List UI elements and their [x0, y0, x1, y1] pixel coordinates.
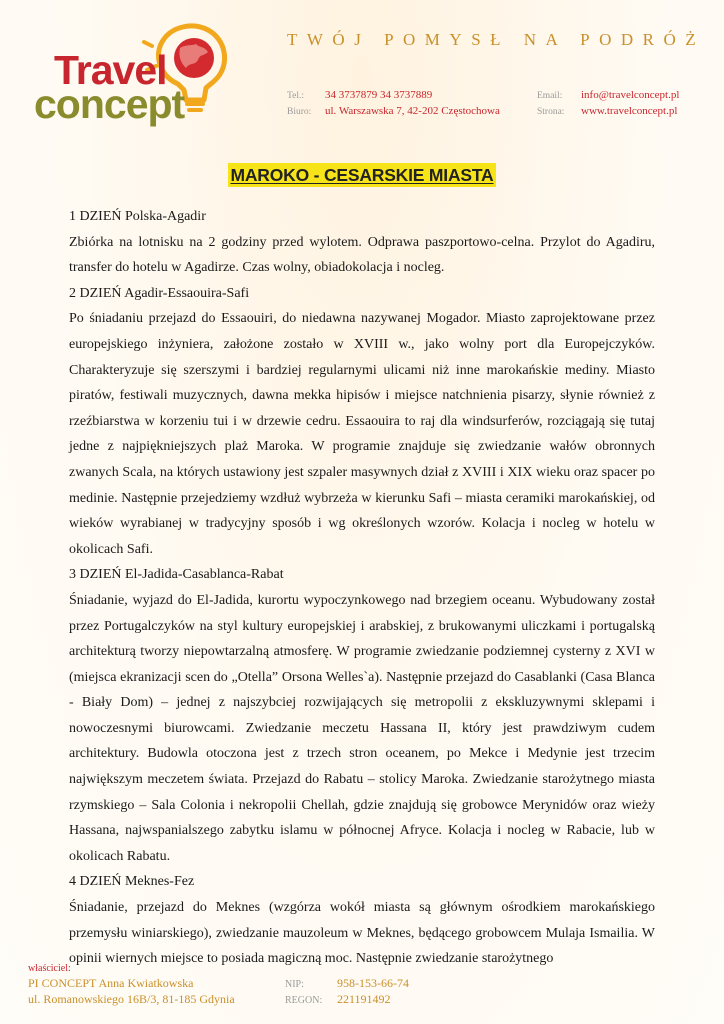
- phone-value: 34 3737879 34 3737889: [325, 89, 433, 101]
- day-1-text: Zbiórka na lotnisku na 2 godziny przed wylotem. Odprawa paszportowo-celna. Przylot do Agadiru, transfer do hotelu w Agadirze. Czas wolny, obiadokolacja i nocleg.: [69, 234, 655, 276]
- day-3-text: Śniadanie, wyjazd do El-Jadida, kurortu wypoczynkowego nad brzegiem oceanu. Wybudowany został przez Portugalczyków na styl kultury europejskiej i arabskiej, z brukowanymi uliczkami i portugalską architekturą tworzy niepowtarzalną atmosferę. W programie zwiedzanie podziemnej cysterny z XVI w (miejsca ekranizacji scen do „Otella” Orsona Welles`a). Następnie przejazd do Casablanki (Casa Blanca - Biały Dom) – jednej z najszybciej rozwijających się metropolii z ekskluzywnymi sklepami i nowoczesnymi biurowcami. Zwiedzanie meczetu Hassana II, który jest prawdziwym cudem architektury. Budowla otoczona jest z trzech stron oceanem, po Mekce i Medynie jest trzecim największym meczetem świata. Przejazd do Rabatu – stolicy Maroka. Zwiedzanie starożytnego miasta rzymskiego – Sala Colonia i nekropolii Chellah, gdzie znajdują się grobowce Merynidów oraz wieży Hassana, najwspanialszego zabytku islamu w północnej Afryce. Kolacja i nocleg w Rabacie, lub w okolicach Rabatu.: [69, 592, 655, 864]
- contact-website: [537, 105, 677, 117]
- regon-label: REGON:: [285, 995, 323, 1006]
- office-label: Biuro:: [287, 107, 312, 117]
- title-wrapper: [0, 163, 724, 187]
- contact-office: [287, 105, 500, 117]
- nip-value: 958-153-66-74: [337, 976, 409, 990]
- regon-info: [285, 992, 391, 1007]
- itinerary: [69, 204, 655, 972]
- day-4-text: Śniadanie, przejazd do Meknes (wzgórza wokół miasta są głównym ośrodkiem marokańskiego przemysłu winiarskiego), zwiedzanie mauzoleum w Meknes, będącego grobowcem Mulaja Ismailia. W opinii wiernych miejsce to posiada magiczną moc. Następnie zwiedzanie starożytnego: [69, 900, 655, 967]
- regon-value: 221191492: [337, 992, 391, 1006]
- day-4-heading: 4 DZIEŃ Meknes-Fez: [69, 874, 195, 890]
- company-name: PI CONCEPT Anna Kwiatkowska: [28, 976, 194, 990]
- logo-word-concept: concept: [34, 81, 185, 127]
- document-title: MAROKO - CESARSKIE MIASTA: [230, 165, 494, 185]
- tagline: TWÓJ POMYSŁ NA PODRÓŻ: [287, 30, 706, 49]
- day-3-heading: 3 DZIEŃ El-Jadida-Casablanca-Rabat: [69, 567, 284, 583]
- phone-label: Tel.:: [287, 91, 305, 101]
- nip-info: [285, 976, 409, 991]
- logo-word-travel: Travel: [54, 47, 167, 93]
- letterhead: [0, 0, 724, 150]
- company-address: ul. Romanowskiego 16B/3, 81-185 Gdynia: [28, 992, 235, 1006]
- website-label: Strona:: [537, 107, 565, 117]
- email-label: Email:: [537, 91, 563, 101]
- company-footer: [28, 963, 718, 1018]
- day-2-text: Po śniadaniu przejazd do Essaouiri, do niedawna nazywanej Mogador. Miasto zaprojektowane przez europejskiego inżyniera, założone zostało w XVIII w., jako wolny port dla Europejczyków. Charakteryzuje się szerszymi i bardziej regularnymi ulicami niż inne marokańskie mediny. Miasto piratów, festiwali muzycznych, dawna mekka hipisów i miejsce natchnienia pisarzy, słynie również z rzeźbiarstwa w korzeniu tui i w drzewie cedru. Essaouira to raj dla windsurferów, rozciągają się tutaj jedne z najpiękniejszych plaż Maroka. W programie znajduje się zwiedzanie wałów obronnych zwanych Scala, na których ustawiony jest szpaler masywnych dział z XVIII i XIX wieku oraz spacer po medinie. Następnie przejedziemy wzdłuż wybrzeża w kierunku Safi – miasta ceramiki marokańskiej, od wieków wyrabianej w tradycyjny sposób i wg określonych wzorów. Kolacja i nocleg w hotelu w okolicach Safi.: [69, 311, 655, 557]
- nip-label: NIP:: [285, 979, 304, 990]
- contact-phone: [287, 89, 432, 101]
- office-value: ul. Warszawska 7, 42-202 Częstochowa: [325, 105, 500, 117]
- day-1-heading: 1 DZIEŃ Polska-Agadir: [69, 209, 206, 224]
- day-2-heading: 2 DZIEŃ Agadir-Essaouira-Safi: [69, 285, 250, 301]
- contact-email: [537, 89, 679, 101]
- travel-concept-logo: [28, 22, 258, 132]
- owner-label: właściciel:: [28, 963, 71, 974]
- email-value: info@travelconcept.pl: [581, 89, 680, 101]
- website-value: www.travelconcept.pl: [581, 105, 678, 117]
